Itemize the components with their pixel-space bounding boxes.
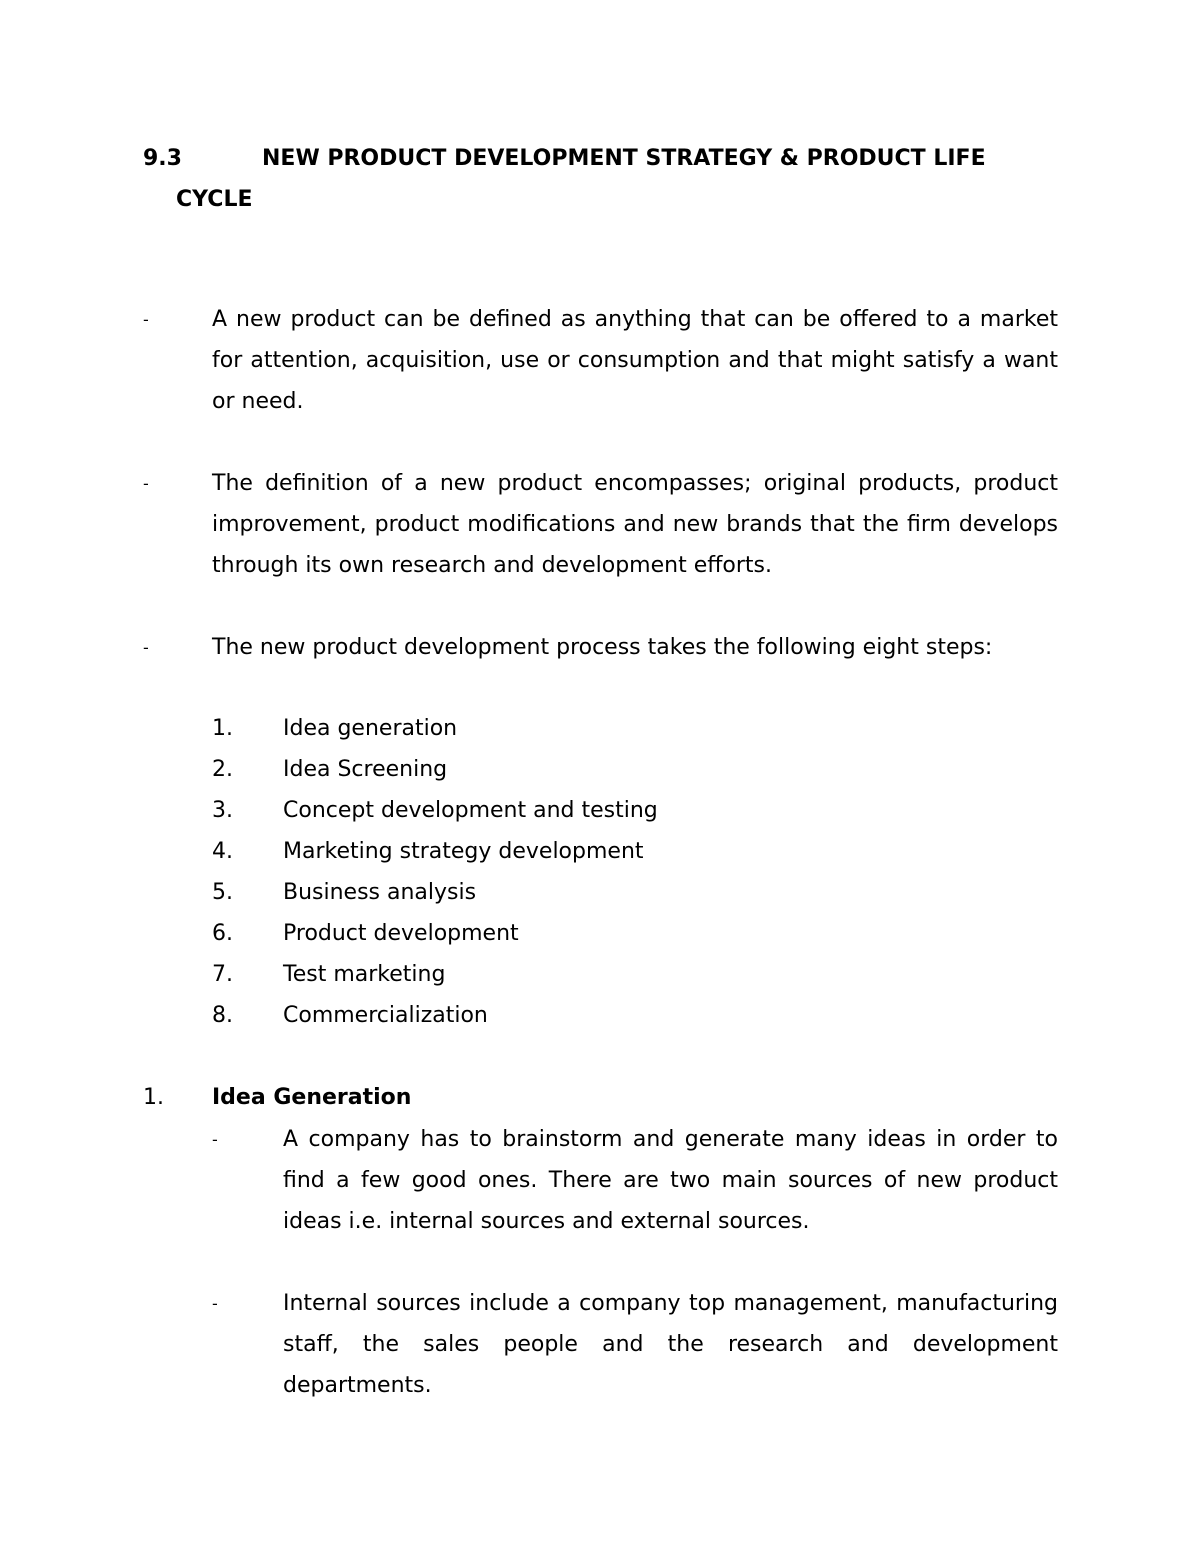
point-text: Internal sources include a company top management, manufacturing staff, the sales people and the research and development departments. [283,1291,1058,1398]
step-number: 2. [212,757,233,782]
subsection-title: Idea Generation [212,1085,412,1110]
heading-title-line1: NEW PRODUCT DEVELOPMENT STRATEGY & PRODUCT LIFE [262,146,986,171]
bullet-text: The definition of a new product encompasses; original products, product improvement, product modifications and new brands that the firm develops through its own research and development efforts. [212,471,1058,578]
step-number: 1. [212,716,233,741]
step-label: Commercialization [283,1003,488,1028]
step-number: 7. [212,962,233,987]
point-marker: - [212,1130,218,1149]
step-label: Idea Screening [283,757,448,782]
step-label: Business analysis [283,880,477,905]
step-number: 5. [212,880,233,905]
step-label: Test marketing [283,962,446,987]
step-label: Idea generation [283,716,458,741]
step-number: 4. [212,839,233,864]
bullet-text: The new product development process takes the following eight steps: [212,635,993,660]
step-number: 8. [212,1003,233,1028]
bullet-marker: - [143,638,149,657]
step-number: 3. [212,798,233,823]
point-marker: - [212,1294,218,1313]
bullet-marker: - [143,474,149,493]
subsection-number: 1. [143,1085,164,1110]
step-label: Marketing strategy development [283,839,644,864]
heading-number: 9.3 [143,146,182,171]
step-number: 6. [212,921,233,946]
bullet-text: A new product can be defined as anything that can be offered to a market for attention, acquisition, use or consumption and that might satisfy a want or need. [212,307,1058,414]
point-text: A company has to brainstorm and generate many ideas in order to find a few good ones. There are two main sources of new product ideas i.e. internal sources and external sources. [283,1127,1058,1234]
step-label: Product development [283,921,519,946]
bullet-marker: - [143,310,149,329]
heading-title-line2: CYCLE [176,187,253,212]
step-label: Concept development and testing [283,798,658,823]
